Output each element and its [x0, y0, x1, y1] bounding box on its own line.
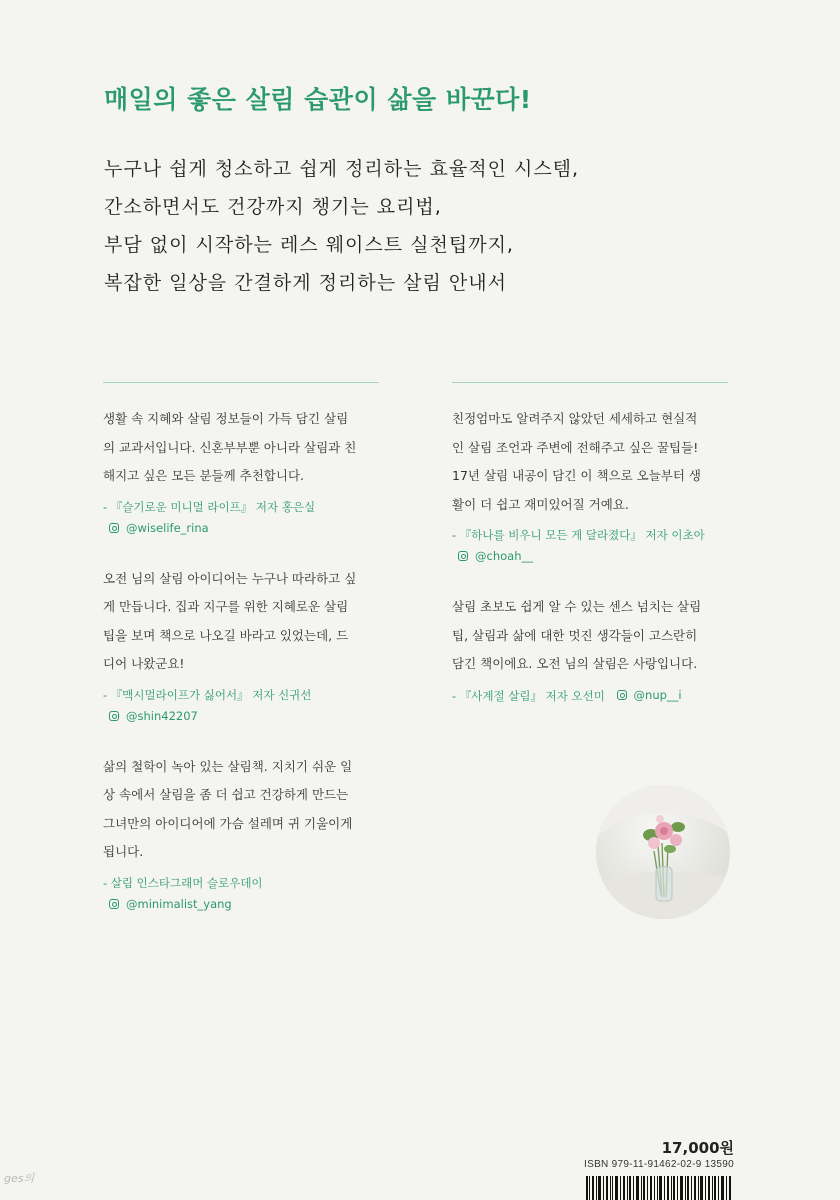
- review-card: [103, 405, 403, 535]
- review-text: [103, 753, 403, 867]
- review-credit: - 『맥시멀라이프가 싫어서』 저자 신귀선: [103, 687, 312, 702]
- review-line: 의 교과서입니다. 신혼부부뿐 아니라 살림과 친: [103, 439, 357, 455]
- review-line: 담긴 책이에요. 오전 님의 살림은 사랑입니다.: [452, 656, 698, 671]
- rose-bud: [656, 815, 664, 823]
- leaf: [664, 845, 676, 853]
- review-line: 디어 나왔군요!: [103, 656, 185, 671]
- review-line: 활이 더 쉽고 재미있어질 거예요.: [452, 496, 629, 512]
- review-card: [452, 405, 752, 563]
- flower-vase-photo: [596, 785, 730, 919]
- instagram-handle: @minimalist_yang: [126, 896, 232, 911]
- review-text: [452, 405, 752, 519]
- leaf: [671, 822, 685, 832]
- instagram-handle-row: [109, 897, 403, 911]
- right-review-column: [452, 405, 752, 736]
- review-text: [452, 593, 752, 679]
- review-credit: - 『하나를 비우니 모든 게 달라졌다』 저자 이초아: [452, 528, 705, 542]
- publisher-mark: ges의: [4, 1172, 35, 1185]
- glass-vase: [656, 867, 672, 901]
- headline: 매일의 좋은 살림 습관이 삶을 바꾼다!: [104, 85, 532, 114]
- review-text: [103, 565, 403, 679]
- review-card: [452, 593, 752, 706]
- review-line: 그녀만의 아이디어에 가슴 설레며 귀 기울이게: [103, 815, 353, 831]
- review-line: 살림 초보도 쉽게 알 수 있는 센스 넘치는 살림: [452, 599, 702, 614]
- review-credit: - 살림 인스타그래머 슬로우데이: [103, 875, 263, 890]
- rose-center: [660, 827, 668, 835]
- instagram-icon: [109, 711, 119, 721]
- intro-line: 부담 없이 시작하는 레스 웨이스트 실천팁까지,: [104, 234, 514, 256]
- barcode: [586, 1176, 732, 1200]
- review-line: 해지고 싶은 모든 분들께 추천합니다.: [103, 468, 304, 483]
- left-review-column: [103, 405, 403, 941]
- review-line: 인 살림 조언과 주변에 전해주고 싶은 꿀팁들!: [452, 439, 699, 455]
- intro-line: 누구나 쉽게 청소하고 쉽게 정리하는 효율적인 시스템,: [104, 158, 580, 180]
- instagram-icon: [109, 899, 119, 909]
- review-line: 게 만듭니다. 집과 지구를 위한 지혜로운 살림: [103, 599, 349, 614]
- instagram-icon: [109, 523, 119, 533]
- instagram-handle-row: [109, 521, 403, 535]
- instagram-icon: [458, 551, 468, 561]
- review-text: [103, 405, 403, 491]
- rose-flower: [670, 834, 682, 846]
- review-line: 17년 살림 내공이 담긴 이 책으로 오늘부터 생: [452, 468, 701, 483]
- instagram-handle: @wiselife_rina: [126, 520, 209, 535]
- review-credit: - 『슬기로운 미니멀 라이프』 저자 홍은실: [103, 499, 316, 514]
- review-line: 상 속에서 살림을 좀 더 쉽고 건강하게 만드는: [103, 787, 349, 802]
- right-divider: [452, 382, 728, 383]
- isbn-number: ISBN 979-11-91462-02-9 13590: [584, 1159, 734, 1170]
- instagram-handle: @shin42207: [126, 708, 198, 723]
- intro-line: 간소하면서도 건강까지 챙기는 요리법,: [104, 196, 442, 218]
- left-divider: [103, 382, 379, 383]
- instagram-icon: [617, 690, 627, 700]
- review-line: 팁, 살림과 삶에 대한 멋진 생각들이 고스란히: [452, 627, 698, 643]
- review-line: 생활 속 지혜와 살림 정보들이 가득 담긴 살림: [103, 411, 349, 426]
- instagram-handle-row: [617, 685, 682, 705]
- review-line: 삶의 철학이 녹아 있는 살림책. 지치기 쉬운 일: [103, 758, 353, 774]
- review-line: 팁을 보며 책으로 나오길 바라고 있었는데, 드: [103, 627, 349, 643]
- intro-text: [104, 150, 764, 302]
- flower-vase-illustration: [596, 785, 730, 919]
- book-price: 17,000원: [661, 1139, 734, 1157]
- rose-flower: [648, 837, 660, 849]
- review-card: [103, 753, 403, 911]
- review-credit: [452, 685, 752, 706]
- review-line: 됩니다.: [103, 844, 144, 859]
- instagram-handle: @nup__i: [633, 687, 682, 702]
- review-credit-text: - 『사계절 살림』 저자 오선미: [452, 688, 605, 703]
- instagram-handle-row: [109, 709, 403, 723]
- intro-line: 복잡한 일상을 간결하게 정리하는 살림 안내서: [104, 272, 507, 294]
- review-line: 친정엄마도 알려주지 않았던 세세하고 현실적: [452, 411, 698, 426]
- instagram-handle-row: [458, 549, 752, 563]
- review-line: 오전 님의 살림 아이디어는 누구나 따라하고 싶: [103, 570, 357, 586]
- review-card: [103, 565, 403, 723]
- instagram-handle: @choah__: [475, 549, 533, 563]
